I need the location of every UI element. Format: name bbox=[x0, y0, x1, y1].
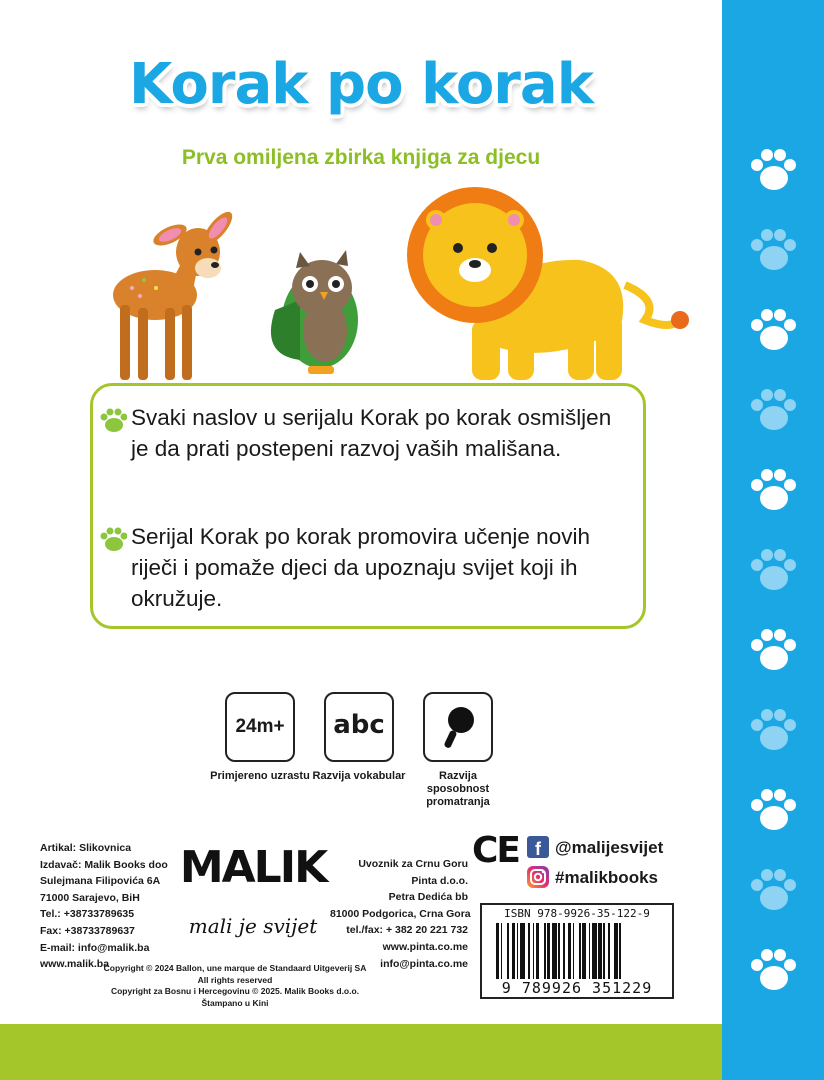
malik-logo-tagline: mali je svijet bbox=[188, 914, 318, 938]
abc-icon-text: abc bbox=[333, 710, 385, 740]
barcode-bar bbox=[608, 923, 610, 979]
isbn-barcode bbox=[480, 903, 674, 999]
paw-print-icon bbox=[748, 545, 798, 595]
importer-line: Petra Dedića bb bbox=[388, 891, 468, 904]
importer-info bbox=[330, 856, 471, 972]
info-box bbox=[90, 383, 646, 629]
book-series-title: Korak po korak bbox=[129, 52, 593, 117]
copyright-line: Štampano u Kini bbox=[201, 997, 269, 1008]
publisher-line: E-mail: info@malik.ba bbox=[40, 941, 150, 954]
publisher-line: 71000 Sarajevo, BiH bbox=[40, 891, 140, 904]
series-subtitle: Prva omiljena zbirka knjiga za djecu bbox=[181, 146, 541, 169]
info-item-1 bbox=[131, 402, 631, 464]
age-icon bbox=[225, 692, 295, 762]
barcode-bar bbox=[592, 923, 597, 979]
ce-mark: CE bbox=[472, 830, 520, 871]
barcode-bar bbox=[589, 923, 591, 979]
instagram-handle: #malikbooks bbox=[555, 868, 658, 887]
importer-line: info@pinta.co.me bbox=[380, 957, 468, 970]
barcode-bar bbox=[547, 923, 550, 979]
feature-label-observation: Razvija sposobnost promatranja bbox=[426, 770, 490, 808]
copyright-block bbox=[40, 963, 430, 1009]
barcode-bar bbox=[619, 923, 621, 979]
magnifier-glyph-icon bbox=[425, 694, 491, 760]
barcode-bars bbox=[496, 923, 660, 979]
info-item-2 bbox=[131, 521, 631, 614]
publisher-line: Izdavač: Malik Books doo bbox=[40, 858, 168, 871]
barcode-bar bbox=[579, 923, 581, 979]
abc-icon bbox=[324, 692, 394, 762]
paw-print-icon bbox=[748, 705, 798, 755]
paw-print-icon bbox=[748, 465, 798, 515]
publisher-line: Fax: +38733789637 bbox=[40, 924, 135, 937]
animals-illustration bbox=[100, 180, 700, 400]
publisher-line: Sulejmana Filipovića 6A bbox=[40, 875, 161, 888]
barcode-bar bbox=[552, 923, 557, 979]
isbn-text: ISBN 978-9926-35-122-9 bbox=[504, 907, 650, 920]
barcode-bar bbox=[517, 923, 519, 979]
publisher-info bbox=[40, 840, 168, 973]
barcode-bar bbox=[544, 923, 546, 979]
copyright-line: Copyright za Bosnu i Hercegovinu © 2025. Malik Books d.o.o. bbox=[110, 986, 360, 996]
publisher-line: Tel.: +38733789635 bbox=[40, 908, 135, 921]
barcode-bar bbox=[533, 923, 535, 979]
publisher-line: Artikal: Slikovnica bbox=[40, 842, 132, 854]
paw-bullet-icon bbox=[97, 525, 127, 553]
barcode-bar bbox=[582, 923, 585, 979]
barcode-bar bbox=[558, 923, 560, 979]
paw-print-icon bbox=[748, 145, 798, 195]
isbn-digits: 9 789926 351229 bbox=[501, 979, 653, 997]
barcode-bar bbox=[520, 923, 525, 979]
feature-label-vocabulary: Razvija vokabular bbox=[312, 770, 406, 782]
paw-print-icon bbox=[748, 305, 798, 355]
feature-label-age: Primjereno uzrastu bbox=[210, 770, 310, 782]
barcode-bar bbox=[501, 923, 503, 979]
barcode-bar bbox=[563, 923, 565, 979]
paw-print-icon bbox=[748, 225, 798, 275]
owl-illustration bbox=[271, 250, 358, 374]
importer-line: 81000 Podgorica, Crna Gora bbox=[330, 907, 471, 920]
malik-logo-name: MALIK bbox=[179, 842, 327, 893]
paw-print-icon bbox=[748, 865, 798, 915]
importer-line: Pinta d.o.o. bbox=[411, 874, 468, 887]
barcode-bar bbox=[496, 923, 499, 979]
paw-print-icon bbox=[748, 625, 798, 675]
importer-line: tel./fax: + 382 20 221 732 bbox=[346, 924, 468, 937]
info-item-text: Svaki naslov u serijalu Korak po korak osmišljen je da prati postepeni razvoj vaših mališana. bbox=[131, 405, 612, 461]
barcode-bar bbox=[512, 923, 515, 979]
paw-print-icon bbox=[748, 785, 798, 835]
barcode-bar bbox=[614, 923, 617, 979]
publisher-line: www.malik.ba bbox=[40, 958, 110, 971]
importer-line: Uvoznik za Crnu Goru bbox=[358, 858, 468, 870]
importer-line: www.pinta.co.me bbox=[382, 940, 468, 953]
barcode-bar bbox=[573, 923, 575, 979]
paw-print-icon bbox=[748, 945, 798, 995]
malik-logo bbox=[178, 842, 328, 952]
barcode-bar bbox=[528, 923, 530, 979]
paw-bullet-icon bbox=[97, 406, 127, 434]
instagram-icon bbox=[527, 866, 549, 888]
barcode-bar bbox=[568, 923, 571, 979]
deer-illustration bbox=[113, 208, 237, 380]
copyright-line: Copyright © 2024 Ballon, une marque de Standaard Uitgeverij SA bbox=[103, 963, 367, 973]
bottom-bar bbox=[0, 1024, 722, 1080]
barcode-bar bbox=[536, 923, 539, 979]
barcode-bar bbox=[507, 923, 509, 979]
facebook-handle: @malijesvijet bbox=[555, 838, 664, 857]
barcode-bar bbox=[598, 923, 601, 979]
lion-illustration bbox=[407, 187, 689, 380]
barcode-bar bbox=[603, 923, 605, 979]
paw-print-icon bbox=[748, 385, 798, 435]
svg-text:f: f bbox=[535, 839, 541, 858]
copyright-line: All rights reserved bbox=[197, 974, 273, 985]
age-icon-text: 24m+ bbox=[235, 716, 285, 737]
magnifier-icon bbox=[423, 692, 493, 762]
info-item-text: Serijal Korak po korak promovira učenje novih riječi i pomaže djeci da upoznaju svijet koji ih okružuje. bbox=[131, 524, 590, 611]
facebook-icon bbox=[527, 836, 549, 858]
